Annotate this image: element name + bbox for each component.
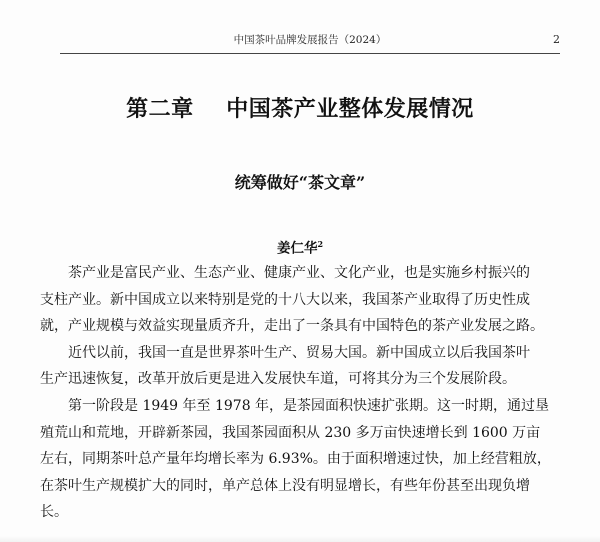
- author-line: [0, 234, 600, 259]
- paragraph-3-line-5: 长。: [40, 504, 68, 521]
- paragraph-3-line-3: 左右，同期茶叶总产量年均增长率为 6.93%。由于面积增速过快，加上经营粗放，: [40, 451, 551, 468]
- paragraph-3-line-2: 殖荒山和荒地，开辟新茶园，我国茶园面积从 230 多万亩快速增长到 1600 万亩: [40, 424, 541, 441]
- paragraph-2-line-1: 近代以前，我国一直是世界茶叶生产、贸易大国。新中国成立以后我国茶叶: [68, 344, 530, 361]
- paragraph-1-line-2: 支柱产业。新中国成立以来特别是党的十八大以来，我国茶产业取得了历史性成: [40, 291, 530, 308]
- header-title: 中国茶叶品牌发展报告（2024）: [233, 34, 387, 46]
- chapter-title: 第二章 中国茶产业整体发展情况: [126, 96, 474, 122]
- paragraph-1-line-1: 茶产业是富民产业、生态产业、健康产业、文化产业，也是实施乡村振兴的: [68, 265, 530, 281]
- author-name: 姜仁华: [276, 240, 318, 257]
- paragraph-3-line-4: 在茶叶生产规模扩大的同时，单产总体上没有明显增长，有些年份甚至出现负增: [40, 477, 530, 494]
- running-header: [60, 31, 560, 49]
- body-text: [40, 260, 568, 526]
- header-divider: [60, 53, 560, 54]
- page-number: 2: [553, 33, 560, 46]
- page-bottom-edge: [0, 536, 600, 542]
- article-title: 统筹做好“茶文章”: [234, 173, 366, 192]
- paragraph-1-line-3: 就，产业规模与效益实现量质齐升，走出了一条具有中国特色的茶产业发展之路。: [40, 318, 544, 335]
- author-footnote-mark: 2: [317, 239, 324, 249]
- paragraph-3-line-1: 第一阶段是 1949 年至 1978 年，是茶园面积快速扩张期。这一时期，通过垦: [68, 397, 550, 414]
- paragraph-2-line-2: 生产迅速恢复，改革开放后更是进入发展快车道，可将其分为三个发展阶段。: [40, 371, 516, 388]
